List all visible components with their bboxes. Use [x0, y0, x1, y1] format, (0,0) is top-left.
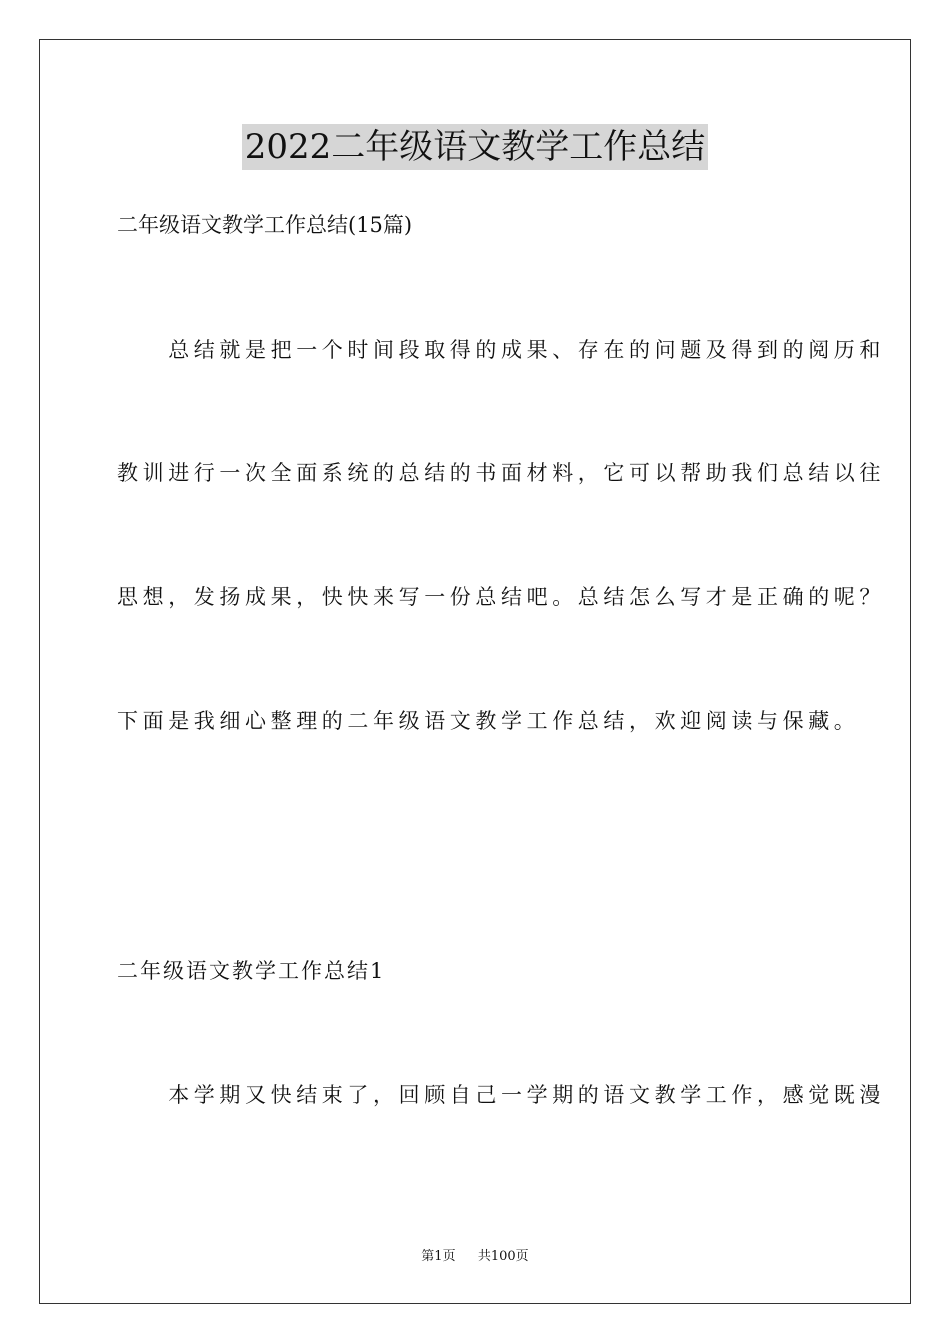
title-container — [0, 124, 950, 170]
intro-line-1: 总结就是把一个时间段取得的成果、存在的问题及得到的阅历和 — [117, 338, 885, 362]
page-total: 共100页 — [477, 1249, 529, 1264]
intro-line-3: 思想，发扬成果，快快来写一份总结吧。总结怎么写才是正确的呢？ — [117, 585, 885, 609]
intro-line-4: 下面是我细心整理的二年级语文教学工作总结，欢迎阅读与保藏。 — [117, 709, 860, 733]
document-title: 2022二年级语文教学工作总结 — [242, 124, 709, 170]
section-line-1: 本学期又快结束了，回顾自己一学期的语文教学工作，感觉既漫 — [117, 1083, 885, 1107]
page-footer — [0, 1248, 950, 1266]
section-heading: 二年级语文教学工作总结1 — [117, 959, 386, 983]
intro-line-2: 教训进行一次全面系统的总结的书面材料，它可以帮助我们总结以往 — [117, 461, 885, 485]
document-subtitle: 二年级语文教学工作总结(15篇) — [117, 213, 413, 237]
page-number: 第1页 — [421, 1249, 456, 1264]
